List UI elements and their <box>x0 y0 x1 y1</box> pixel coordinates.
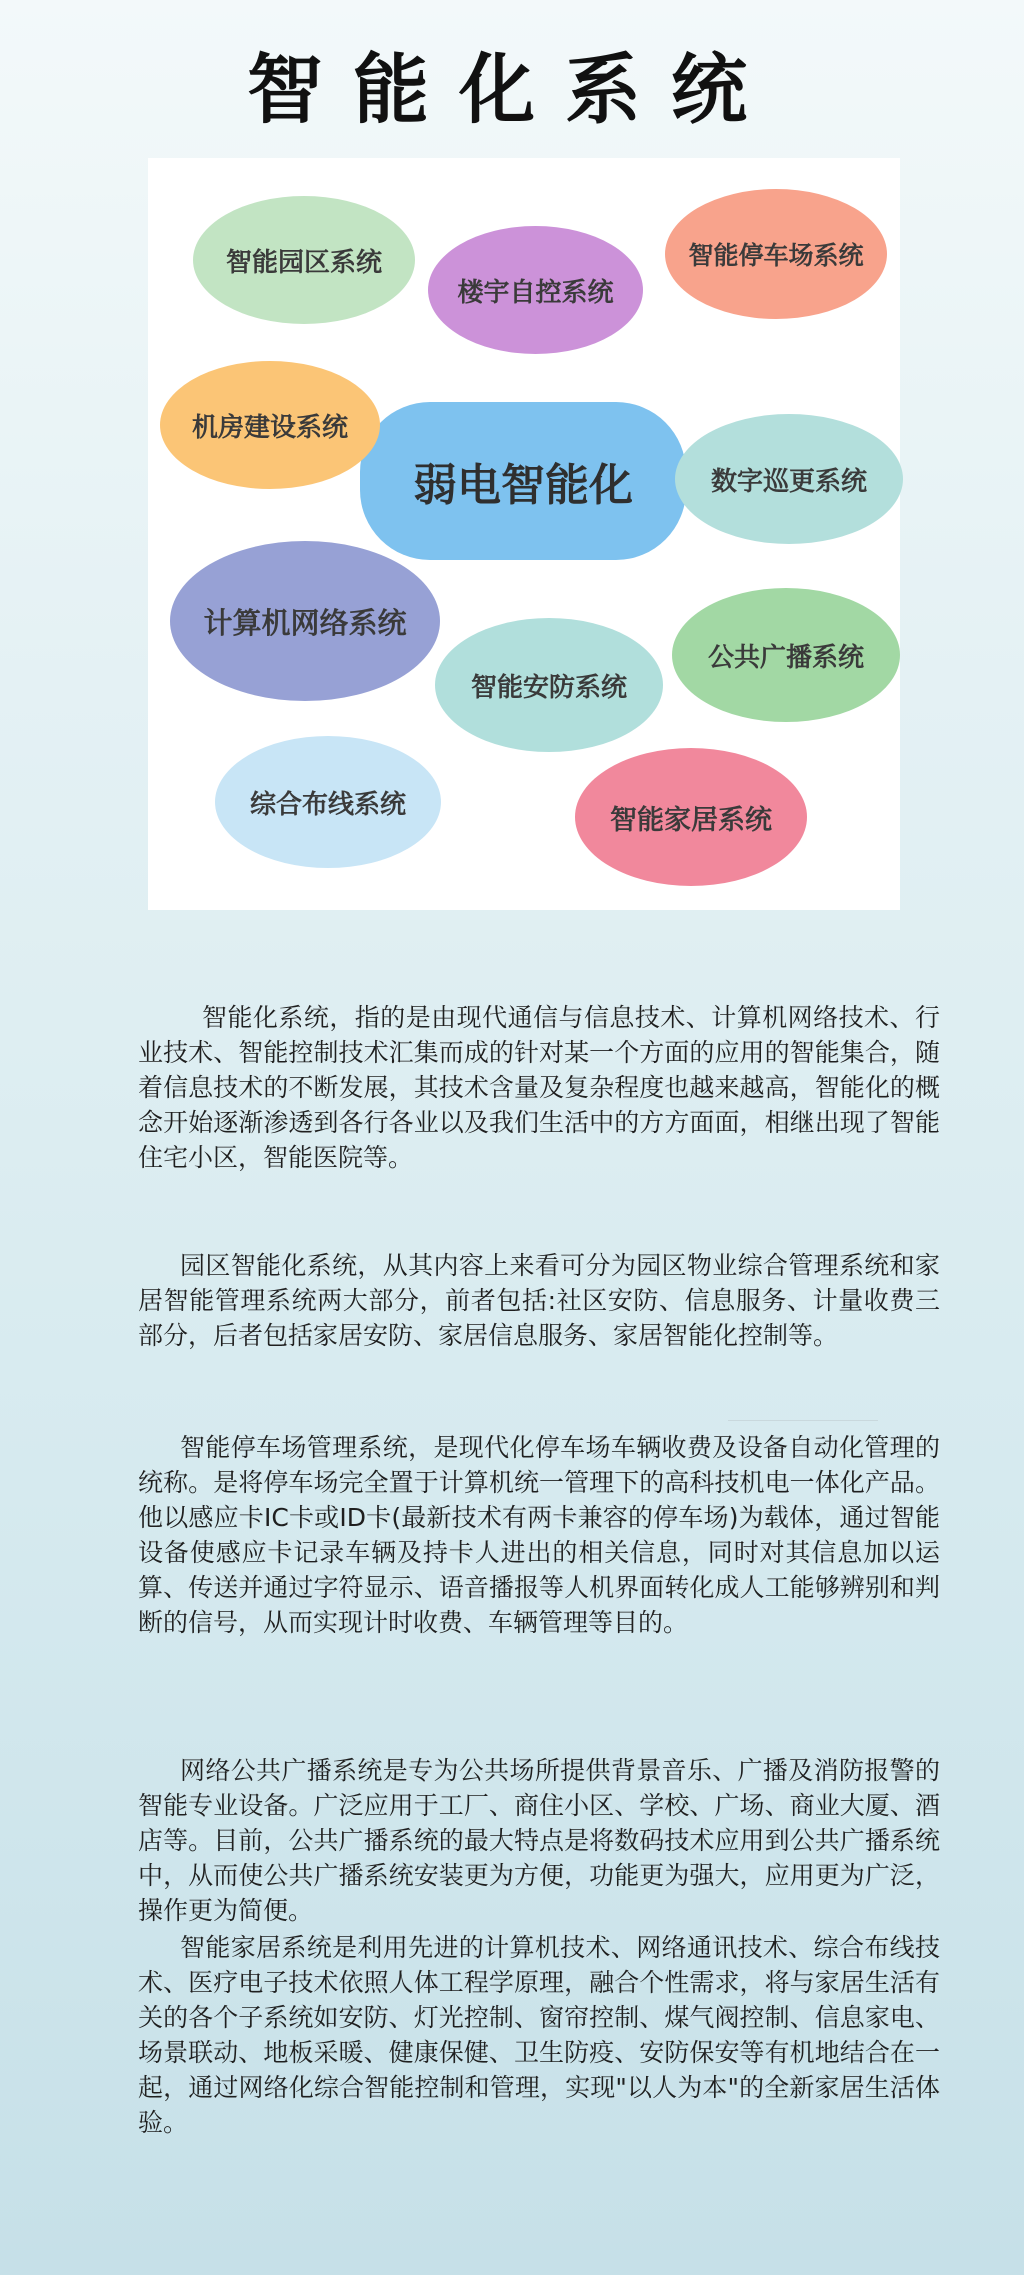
node-label: 公共广播系统 <box>707 642 864 673</box>
node-digital-patrol <box>675 414 903 544</box>
node-label: 智能停车场系统 <box>688 241 864 270</box>
node-label: 智能家居系统 <box>610 804 772 836</box>
node-structured-cabling <box>215 736 441 868</box>
paragraph-broadcast: 网络公共广播系统是专为公共场所提供背景音乐、广播及消防报警的智能专业设备。广泛应用于工厂、商住小区、学校、广场、商业大厦、酒店等。目前，公共广播系统的最大特点是将数码技术应用到公共广播系统中，从而使公共广播系统安装更为方便，功能更为强大，应用更为广泛，操作更为简便。 <box>138 1756 940 1925</box>
node-smart-park <box>193 196 415 324</box>
paragraph-intro: 智能化系统，指的是由现代通信与信息技术、计算机网络技术、行业技术、智能控制技术汇集而成的针对某一个方面的应用的智能集合，随着信息技术的不断发展，其技术含量及复杂程度也越来越高，智能化的概念开始逐渐渗透到各行各业以及我们生活中的方方面面，相继出现了智能住宅小区，智能医院等。 <box>138 1003 940 1172</box>
node-label: 计算机网络系统 <box>203 605 407 640</box>
node-label: 智能安防系统 <box>470 672 627 703</box>
node-smart-home <box>575 748 807 886</box>
node-public-broadcast <box>672 588 900 722</box>
center-node-label: 弱电智能化 <box>413 460 633 511</box>
center-node-weak-current <box>360 402 686 560</box>
node-label: 综合布线系统 <box>249 789 406 820</box>
divider-line <box>728 1420 878 1421</box>
node-building-automation <box>428 226 643 354</box>
paragraph-smart-home: 智能家居系统是利用先进的计算机技术、网络通讯技术、综合布线技术、医疗电子技术依照人体工程学原理，融合个性需求，将与家居生活有关的各个子系统如安防、灯光控制、窗帘控制、煤气阀控制、信息家电、场景联动、地板采暖、健康保健、卫生防疫、安防保安等有机地结合在一起，通过网络化综合智能控制和管理，实现"以人为本"的全新家居生活体验。 <box>138 1933 940 2137</box>
page-title: 智能化系统 <box>247 45 777 134</box>
node-label: 楼宇自控系统 <box>457 277 614 308</box>
node-smart-parking <box>665 189 887 319</box>
node-label: 机房建设系统 <box>191 412 348 443</box>
node-label: 数字巡更系统 <box>710 466 867 497</box>
paragraph-parking: 智能停车场管理系统，是现代化停车场车辆收费及设备自动化管理的统称。是将停车场完全置于计算机统一管理下的高科技机电一体化产品。他以感应卡IC卡或ID卡(最新技术有两卡兼容的停车场)为载体，通过智能设备使感应卡记录车辆及持卡人进出的相关信息，同时对其信息加以运算、传送并通过字符显示、语音播报等人机界面转化成人工能够辨别和判断的信号，从而实现计时收费、车辆管理等目的。 <box>138 1433 940 1637</box>
system-diagram <box>148 158 900 910</box>
node-server-room <box>160 361 380 489</box>
node-computer-network <box>170 541 440 701</box>
node-label: 智能园区系统 <box>225 247 382 278</box>
node-smart-security <box>435 618 663 752</box>
paragraph-park: 园区智能化系统，从其内容上来看可分为园区物业综合管理系统和家居智能管理系统两大部分，前者包括:社区安防、信息服务、计量收费三部分，后者包括家居安防、家居信息服务、家居智能化控制等。 <box>138 1251 940 1350</box>
